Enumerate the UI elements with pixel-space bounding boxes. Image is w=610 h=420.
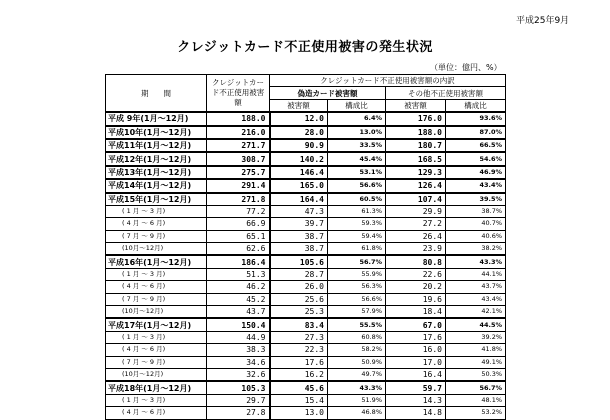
cell-period: 平成 9年(1月～12月) xyxy=(106,112,207,125)
cell-ot-pct: 53.2% xyxy=(446,407,506,419)
cell-ot-pct: 43.4% xyxy=(446,293,506,305)
table-row-quarter xyxy=(106,268,506,280)
cell-ot-amt: 26.4 xyxy=(386,230,446,242)
cell-cf-amt: 15.4 xyxy=(270,394,328,406)
cell-period: 平成13年(1月～12月) xyxy=(106,166,207,179)
cell-cf-amt: 83.4 xyxy=(270,318,328,331)
table-row-quarter xyxy=(106,394,506,406)
header-breakdown: クレジットカード不正使用被害額の内訳 xyxy=(270,75,506,87)
header-ot-ratio: 構成比 xyxy=(446,99,506,112)
cell-cf-amt: 140.2 xyxy=(270,152,328,165)
cell-cf-pct: 56.6% xyxy=(328,179,386,192)
header-cf-amount: 被害額 xyxy=(270,99,328,112)
cell-total: 65.1 xyxy=(207,230,270,242)
cell-ot-pct: 40.7% xyxy=(446,218,506,230)
table-row-quarter xyxy=(106,230,506,242)
cell-total: 43.7 xyxy=(207,306,270,319)
cell-period: 平成17年(1月～12月) xyxy=(106,318,207,331)
cell-period: ( 4 月 ～ 6 月) xyxy=(106,344,207,356)
cell-ot-amt: 59.7 xyxy=(386,381,446,394)
cell-total: 271.8 xyxy=(207,193,270,206)
cell-cf-pct: 46.8% xyxy=(328,407,386,419)
cell-total: 150.4 xyxy=(207,318,270,331)
table-row-quarter xyxy=(106,243,506,256)
cell-total: 27.8 xyxy=(207,407,270,419)
cell-cf-amt: 13.0 xyxy=(270,407,328,419)
cell-ot-amt: 180.7 xyxy=(386,139,446,152)
table-row-year xyxy=(106,179,506,192)
cell-cf-amt: 12.0 xyxy=(270,112,328,125)
cell-total: 216.0 xyxy=(207,126,270,139)
cell-total: 44.9 xyxy=(207,331,270,343)
cell-ot-pct: 49.1% xyxy=(446,356,506,368)
cell-ot-amt: 16.4 xyxy=(386,368,446,381)
cell-ot-pct: 48.1% xyxy=(446,394,506,406)
unit-note: （単位：億円、%） xyxy=(430,63,502,72)
cell-total: 105.3 xyxy=(207,381,270,394)
cell-ot-pct: 41.8% xyxy=(446,344,506,356)
cell-cf-amt: 105.6 xyxy=(270,255,328,268)
table-row-quarter xyxy=(106,407,506,419)
cell-cf-pct: 58.2% xyxy=(328,344,386,356)
cell-ot-amt: 20.2 xyxy=(386,281,446,293)
cell-ot-pct: 87.0% xyxy=(446,126,506,139)
cell-period: ( 1 月 ～ 3 月) xyxy=(106,394,207,406)
cell-cf-amt: 17.6 xyxy=(270,356,328,368)
cell-cf-pct: 56.7% xyxy=(328,255,386,268)
cell-period: ( 1 月 ～ 3 月) xyxy=(106,331,207,343)
cell-ot-amt: 126.4 xyxy=(386,179,446,192)
cell-period: (10月～12月) xyxy=(106,243,207,256)
cell-cf-pct: 61.3% xyxy=(328,205,386,217)
page-title: クレジットカード不正使用被害の発生状況 xyxy=(177,40,433,55)
cell-total: 46.2 xyxy=(207,281,270,293)
table-row-quarter xyxy=(106,218,506,230)
table-row-quarter xyxy=(106,368,506,381)
cell-cf-pct: 55.9% xyxy=(328,268,386,280)
cell-ot-amt: 168.5 xyxy=(386,152,446,165)
cell-cf-amt: 26.0 xyxy=(270,281,328,293)
cell-cf-pct: 51.9% xyxy=(328,394,386,406)
cell-cf-pct: 57.9% xyxy=(328,306,386,319)
cell-period: 平成18年(1月～12月) xyxy=(106,381,207,394)
table-row-year xyxy=(106,166,506,179)
cell-cf-pct: 33.5% xyxy=(328,139,386,152)
cell-total: 66.9 xyxy=(207,218,270,230)
cell-period: ( 1 月 ～ 3 月) xyxy=(106,268,207,280)
cell-cf-amt: 25.6 xyxy=(270,293,328,305)
cell-period: 平成11年(1月～12月) xyxy=(106,139,207,152)
cell-total: 34.6 xyxy=(207,356,270,368)
cell-ot-pct: 39.2% xyxy=(446,331,506,343)
cell-cf-amt: 22.3 xyxy=(270,344,328,356)
cell-cf-amt: 16.2 xyxy=(270,368,328,381)
cell-cf-pct: 59.4% xyxy=(328,230,386,242)
cell-ot-amt: 23.9 xyxy=(386,243,446,256)
cell-ot-pct: 44.5% xyxy=(446,318,506,331)
cell-ot-amt: 67.0 xyxy=(386,318,446,331)
table-row-year xyxy=(106,139,506,152)
cell-cf-amt: 165.0 xyxy=(270,179,328,192)
header-cf-ratio: 構成比 xyxy=(328,99,386,112)
cell-cf-pct: 60.5% xyxy=(328,193,386,206)
cell-cf-pct: 60.8% xyxy=(328,331,386,343)
cell-period: ( 7 月 ～ 9 月) xyxy=(106,293,207,305)
cell-cf-amt: 25.3 xyxy=(270,306,328,319)
table-row-quarter xyxy=(106,281,506,293)
cell-total: 186.4 xyxy=(207,255,270,268)
cell-ot-amt: 14.3 xyxy=(386,394,446,406)
cell-cf-pct: 56.6% xyxy=(328,293,386,305)
cell-cf-pct: 13.0% xyxy=(328,126,386,139)
cell-ot-amt: 17.6 xyxy=(386,331,446,343)
table-row-year xyxy=(106,126,506,139)
document-date: 平成25年9月 xyxy=(516,16,570,26)
cell-cf-amt: 90.9 xyxy=(270,139,328,152)
cell-ot-pct: 43.4% xyxy=(446,179,506,192)
cell-period: 平成12年(1月～12月) xyxy=(106,152,207,165)
cell-cf-amt: 146.4 xyxy=(270,166,328,179)
cell-period: ( 4 月 ～ 6 月) xyxy=(106,218,207,230)
cell-ot-amt: 22.6 xyxy=(386,268,446,280)
cell-ot-amt: 18.4 xyxy=(386,306,446,319)
damage-table xyxy=(105,74,506,420)
cell-period: ( 1 月 ～ 3 月) xyxy=(106,205,207,217)
cell-cf-amt: 38.7 xyxy=(270,243,328,256)
cell-ot-amt: 129.3 xyxy=(386,166,446,179)
header-period: 期 間 xyxy=(106,75,207,113)
table-row-year xyxy=(106,255,506,268)
cell-ot-amt: 107.4 xyxy=(386,193,446,206)
cell-period: ( 4 月 ～ 6 月) xyxy=(106,407,207,419)
cell-ot-amt: 19.6 xyxy=(386,293,446,305)
cell-cf-amt: 45.6 xyxy=(270,381,328,394)
header-ot-amount: 被害額 xyxy=(386,99,446,112)
table-row-quarter xyxy=(106,356,506,368)
cell-total: 271.7 xyxy=(207,139,270,152)
table-row-quarter xyxy=(106,306,506,319)
cell-cf-pct: 53.1% xyxy=(328,166,386,179)
cell-ot-amt: 80.8 xyxy=(386,255,446,268)
cell-total: 291.4 xyxy=(207,179,270,192)
cell-total: 275.7 xyxy=(207,166,270,179)
cell-ot-pct: 40.6% xyxy=(446,230,506,242)
cell-period: 平成14年(1月～12月) xyxy=(106,179,207,192)
cell-cf-amt: 164.4 xyxy=(270,193,328,206)
cell-total: 77.2 xyxy=(207,205,270,217)
cell-total: 308.7 xyxy=(207,152,270,165)
cell-ot-amt: 188.0 xyxy=(386,126,446,139)
cell-cf-pct: 43.3% xyxy=(328,381,386,394)
cell-ot-pct: 38.2% xyxy=(446,243,506,256)
table-row-year xyxy=(106,381,506,394)
cell-cf-amt: 47.3 xyxy=(270,205,328,217)
cell-cf-pct: 61.8% xyxy=(328,243,386,256)
table-row-year xyxy=(106,112,506,125)
header-total: クレジットカード不正使用被害額 xyxy=(207,75,270,113)
cell-ot-pct: 43.7% xyxy=(446,281,506,293)
cell-cf-pct: 6.4% xyxy=(328,112,386,125)
table-row-quarter xyxy=(106,344,506,356)
table-row-year xyxy=(106,152,506,165)
table-row-year xyxy=(106,193,506,206)
cell-cf-pct: 45.4% xyxy=(328,152,386,165)
cell-ot-pct: 93.6% xyxy=(446,112,506,125)
header-other: その他不正使用被害額 xyxy=(386,87,506,99)
cell-ot-pct: 54.6% xyxy=(446,152,506,165)
cell-period: 平成10年(1月～12月) xyxy=(106,126,207,139)
cell-cf-amt: 28.7 xyxy=(270,268,328,280)
cell-ot-amt: 16.0 xyxy=(386,344,446,356)
cell-period: 平成15年(1月～12月) xyxy=(106,193,207,206)
cell-ot-pct: 50.3% xyxy=(446,368,506,381)
cell-ot-pct: 39.5% xyxy=(446,193,506,206)
cell-total: 38.3 xyxy=(207,344,270,356)
cell-total: 45.2 xyxy=(207,293,270,305)
cell-period: ( 7 月 ～ 9 月) xyxy=(106,356,207,368)
cell-cf-amt: 38.7 xyxy=(270,230,328,242)
cell-cf-pct: 49.7% xyxy=(328,368,386,381)
cell-cf-pct: 56.3% xyxy=(328,281,386,293)
cell-ot-amt: 14.8 xyxy=(386,407,446,419)
cell-total: 32.6 xyxy=(207,368,270,381)
cell-cf-pct: 59.3% xyxy=(328,218,386,230)
cell-period: (10月～12月) xyxy=(106,306,207,319)
cell-ot-amt: 17.0 xyxy=(386,356,446,368)
cell-ot-pct: 44.1% xyxy=(446,268,506,280)
cell-total: 62.6 xyxy=(207,243,270,256)
table-row-quarter xyxy=(106,331,506,343)
cell-ot-pct: 56.7% xyxy=(446,381,506,394)
cell-period: 平成16年(1月～12月) xyxy=(106,255,207,268)
cell-ot-pct: 43.3% xyxy=(446,255,506,268)
cell-ot-amt: 29.9 xyxy=(386,205,446,217)
cell-ot-pct: 42.1% xyxy=(446,306,506,319)
cell-period: (10月～12月) xyxy=(106,368,207,381)
cell-cf-pct: 55.5% xyxy=(328,318,386,331)
cell-ot-pct: 66.5% xyxy=(446,139,506,152)
cell-ot-amt: 176.0 xyxy=(386,112,446,125)
cell-total: 188.0 xyxy=(207,112,270,125)
cell-total: 51.3 xyxy=(207,268,270,280)
cell-total: 29.7 xyxy=(207,394,270,406)
table-row-quarter xyxy=(106,293,506,305)
cell-cf-amt: 39.7 xyxy=(270,218,328,230)
header-counterfeit: 偽造カード被害額 xyxy=(270,87,386,99)
table-row-quarter xyxy=(106,205,506,217)
cell-cf-pct: 50.9% xyxy=(328,356,386,368)
cell-ot-amt: 27.2 xyxy=(386,218,446,230)
cell-ot-pct: 38.7% xyxy=(446,205,506,217)
cell-cf-amt: 28.0 xyxy=(270,126,328,139)
cell-period: ( 4 月 ～ 6 月) xyxy=(106,281,207,293)
cell-period: ( 7 月 ～ 9 月) xyxy=(106,230,207,242)
table-row-year xyxy=(106,318,506,331)
cell-ot-pct: 46.9% xyxy=(446,166,506,179)
cell-cf-amt: 27.3 xyxy=(270,331,328,343)
